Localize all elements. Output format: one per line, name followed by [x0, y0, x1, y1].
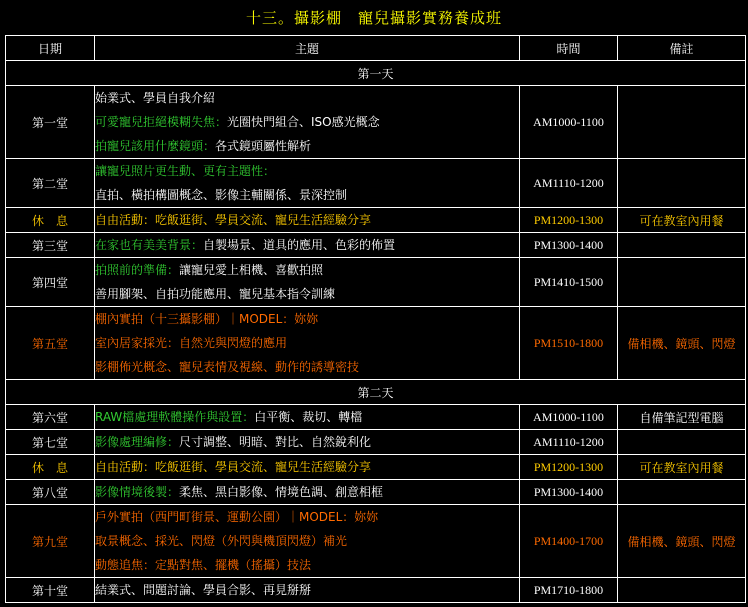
topic-text: 影像情境後製： — [95, 485, 180, 499]
day-label: 第二天 — [6, 380, 746, 405]
topic-text: 拍照前的準備： — [95, 263, 180, 277]
topic-text: 自製場景、道具的應用、色彩的佈置 — [203, 238, 396, 252]
topic-text: 尺寸調整、明暗、對比、自然銳利化 — [179, 435, 372, 449]
header-row — [6, 36, 746, 61]
header-date: 日期 — [6, 36, 95, 61]
topic-text: RAW檔處理軟體操作與設置： — [95, 410, 255, 424]
session-note — [618, 258, 746, 307]
session-note: 備相機、鏡頭、閃燈 — [618, 307, 746, 380]
session-time: AM1110-1200 — [520, 159, 618, 208]
topic-text: 影棚佈光概念、寵兒表情及視線、動作的誘導密技 — [95, 360, 360, 374]
topic-text: 白平衡、裁切、轉檔 — [254, 410, 363, 424]
session-label: 第十堂 — [6, 578, 95, 603]
topic-line — [95, 578, 519, 602]
session-topic — [95, 86, 520, 159]
session-label: 第三堂 — [6, 233, 95, 258]
topic-text: 戶外實拍（西門町街景、運動公園）｜MODEL：妳妳 — [95, 510, 379, 524]
session-row — [6, 159, 746, 208]
session-label: 第二堂 — [6, 159, 95, 208]
topic-text: 結業式、問題討論、學員合影、再見掰掰 — [95, 583, 312, 597]
session-time: PM1300-1400 — [520, 233, 618, 258]
topic-text: 在家也有美美背景： — [95, 238, 204, 252]
topic-line — [95, 505, 519, 529]
session-note: 可在教室內用餐 — [618, 455, 746, 480]
session-label: 第九堂 — [6, 505, 95, 578]
session-label: 休 息 — [6, 455, 95, 480]
session-row — [6, 578, 746, 603]
session-topic — [95, 208, 520, 233]
session-note — [618, 578, 746, 603]
session-label: 第八堂 — [6, 480, 95, 505]
session-topic — [95, 505, 520, 578]
session-topic — [95, 455, 520, 480]
session-note — [618, 480, 746, 505]
session-row — [6, 86, 746, 159]
topic-line — [95, 331, 519, 355]
session-time: PM1510-1800 — [520, 307, 618, 380]
topic-line — [95, 430, 519, 454]
session-label: 第一堂 — [6, 86, 95, 159]
topic-line — [95, 405, 519, 429]
session-note: 自備筆記型電腦 — [618, 405, 746, 430]
day-label: 第一天 — [6, 61, 746, 86]
session-time: AM1000-1100 — [520, 405, 618, 430]
session-row — [6, 480, 746, 505]
session-row — [6, 258, 746, 307]
page-title: 十三。攝影棚 寵兒攝影實務養成班 — [245, 9, 502, 27]
topic-line — [95, 355, 519, 379]
schedule-table — [5, 35, 746, 603]
session-topic — [95, 307, 520, 380]
session-topic — [95, 480, 520, 505]
session-label: 第六堂 — [6, 405, 95, 430]
topic-text: 直拍、橫拍構圖概念、影像主輔關係、景深控制 — [95, 188, 348, 202]
topic-text: 柔焦、黑白影像、情境色調、創意相框 — [179, 485, 384, 499]
day-row — [6, 380, 746, 405]
session-note: 可在教室內用餐 — [618, 208, 746, 233]
session-time: PM1200-1300 — [520, 455, 618, 480]
session-topic — [95, 159, 520, 208]
session-label: 第五堂 — [6, 307, 95, 380]
topic-text: 始業式、學員自我介紹 — [95, 91, 216, 105]
header-topic: 主題 — [95, 36, 520, 61]
topic-text: 各式鏡頭屬性解析 — [215, 139, 312, 153]
session-time: PM1410-1500 — [520, 258, 618, 307]
session-topic — [95, 430, 520, 455]
session-row — [6, 307, 746, 380]
topic-text: 讓寵兒愛上相機、喜歡拍照 — [179, 263, 324, 277]
session-note — [618, 430, 746, 455]
topic-line — [95, 455, 519, 479]
topic-line — [95, 183, 519, 207]
topic-text: 自由活動：吃飯逛街、學員交流、寵兒生活經驗分享 — [95, 460, 372, 474]
topic-line — [95, 480, 519, 504]
topic-line — [95, 110, 519, 134]
topic-text: 拍寵兒該用什麼鏡頭： — [95, 139, 216, 153]
session-time: PM1400-1700 — [520, 505, 618, 578]
topic-line — [95, 258, 519, 282]
session-time: AM1000-1100 — [520, 86, 618, 159]
topic-line — [95, 208, 519, 232]
topic-text: 室內居家採光：自然光與閃燈的應用 — [95, 336, 288, 350]
topic-text: 自由活動：吃飯逛街、學員交流、寵兒生活經驗分享 — [95, 213, 372, 227]
session-topic — [95, 233, 520, 258]
topic-text: 可愛寵兒拒絕模糊失焦： — [95, 115, 228, 129]
session-note — [618, 159, 746, 208]
topic-text: 讓寵兒照片更生動、更有主題性： — [95, 164, 276, 178]
topic-text: 光圈快門組合、ISO感光概念 — [227, 115, 380, 129]
session-topic — [95, 258, 520, 307]
session-row — [6, 430, 746, 455]
header-time: 時間 — [520, 36, 618, 61]
session-time: PM1200-1300 — [520, 208, 618, 233]
session-label: 休 息 — [6, 208, 95, 233]
topic-line — [95, 282, 519, 306]
session-label: 第七堂 — [6, 430, 95, 455]
topic-line — [95, 159, 519, 183]
topic-text: 影像處理編修： — [95, 435, 180, 449]
topic-text: 棚內實拍（十三攝影棚）｜MODEL：妳妳 — [95, 312, 319, 326]
topic-text: 取景概念、採光、閃燈（外閃與機頂閃燈）補光 — [95, 534, 348, 548]
topic-text: 善用腳架、自拍功能應用、寵兒基本指令訓練 — [95, 287, 336, 301]
session-row — [6, 455, 746, 480]
topic-line — [95, 529, 519, 553]
session-row — [6, 233, 746, 258]
session-row — [6, 405, 746, 430]
session-topic — [95, 405, 520, 430]
topic-line — [95, 233, 519, 257]
day-row — [6, 61, 746, 86]
session-note — [618, 233, 746, 258]
topic-line — [95, 134, 519, 158]
session-row — [6, 208, 746, 233]
topic-text: 動態追焦：定點對焦、擺機（搖攝）技法 — [95, 558, 312, 572]
session-row — [6, 505, 746, 578]
session-topic — [95, 578, 520, 603]
topic-line — [95, 553, 519, 577]
topic-line — [95, 86, 519, 110]
session-time: PM1710-1800 — [520, 578, 618, 603]
session-time: PM1300-1400 — [520, 480, 618, 505]
header-note: 備註 — [618, 36, 746, 61]
session-note — [618, 86, 746, 159]
topic-line — [95, 307, 519, 331]
session-label: 第四堂 — [6, 258, 95, 307]
session-note: 備相機、鏡頭、閃燈 — [618, 505, 746, 578]
session-time: AM1110-1200 — [520, 430, 618, 455]
